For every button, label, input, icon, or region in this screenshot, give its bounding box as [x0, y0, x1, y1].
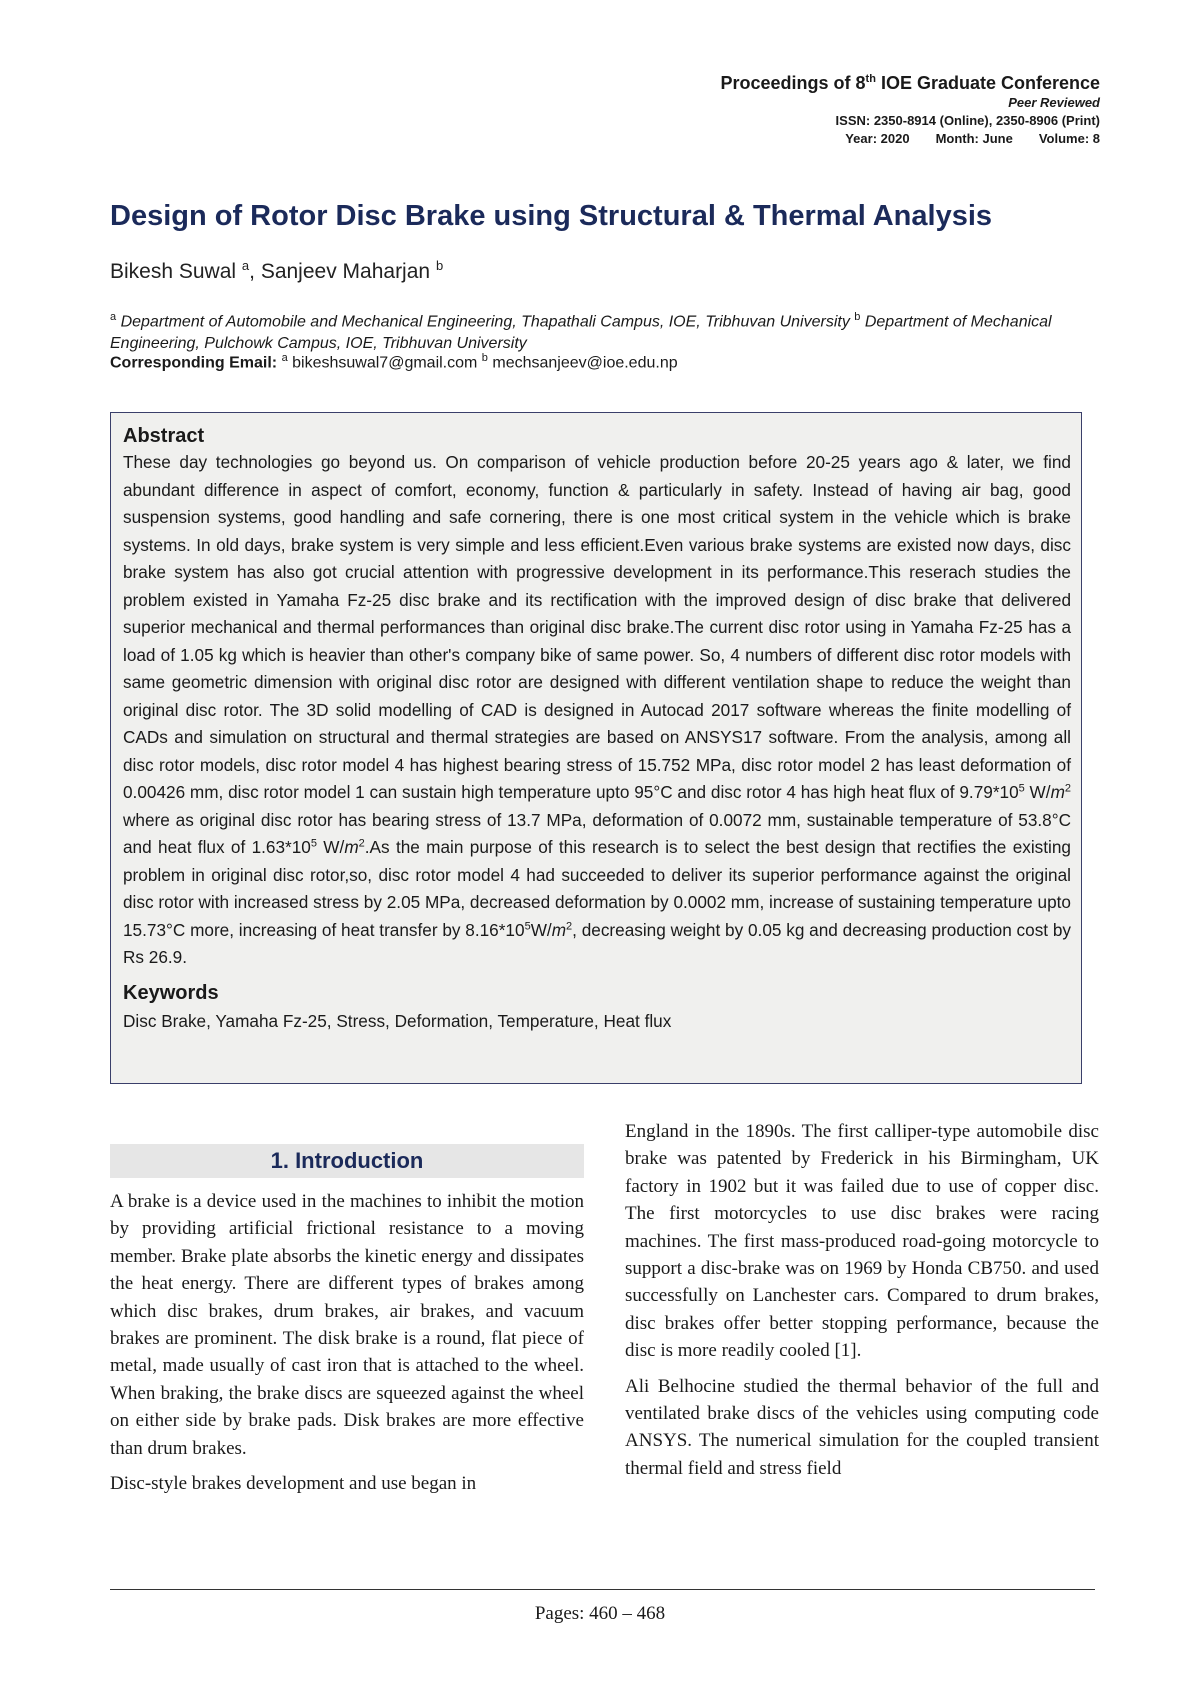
conference-name: Proceedings of 8th IOE Graduate Conference — [720, 73, 1100, 93]
abstract-heading: Abstract — [123, 425, 205, 447]
email-a[interactable]: bikeshsuwal7@gmail.com — [287, 354, 482, 372]
month: Month: June — [935, 131, 1013, 146]
keywords-heading: Keywords — [123, 981, 219, 1004]
right-column — [625, 1118, 1099, 1490]
year: Year: 2020 — [845, 131, 910, 146]
author-list: Bikesh Suwal $^a$, Sanjeev Maharjan $^b$ — [110, 258, 444, 283]
issue-meta — [400, 130, 1100, 148]
affiliations: $^a$ Department of Automobile and Mechanical Engineering, Thapathali Campus, IOE, Tribhuvan University $^b$ Department of Mechanical Engineering, Pulchowk Campus, IOE, Tribhuvan University — [110, 311, 1052, 353]
peer-reviewed-label: Peer Reviewed — [1008, 95, 1100, 110]
footer-divider — [110, 1589, 1095, 1590]
section-heading-introduction: 1. Introduction — [110, 1144, 584, 1178]
intro-paragraph-2: Disc-style brakes development and use began in — [110, 1473, 477, 1495]
intro-paragraph-4: Ali Belhocine studied the thermal behavior of the full and ventilated brake discs of the vehicles using computing code ANSYS. The numerical simulation for the coupled transient thermal field and stress field — [625, 1375, 1099, 1479]
volume: Volume: 8 — [1038, 131, 1100, 146]
paper-title: Design of Rotor Disc Brake using Structural & Thermal Analysis — [110, 200, 993, 232]
corresponding-email: Corresponding Email: $^a$ bikeshsuwal7@gmail.com $^b$ mechsanjeev@ioe.edu.np — [110, 352, 678, 372]
abstract-box — [110, 412, 1082, 1084]
intro-paragraph-3: England in the 1890s. The first calliper-type automobile disc brake was patented by Frederick in his Birmingham, UK factory in 1902 but it was failed due to use of copper disc. The first motorcycles to use disc brakes were racing machines. The first mass-produced road-going motorcycle to support a disc-brake was on 1969 by Honda CB750. and used successfully on Lanchester cars. Compared to drum brakes, disc brakes offer better stopping performance, because the disc is more readily cooled [1]. — [625, 1121, 1099, 1362]
page-range: Pages: 460 – 468 — [534, 1603, 666, 1624]
email-b[interactable]: mechsanjeev@ioe.edu.np — [487, 354, 678, 372]
intro-paragraph-1: A brake is a device used in the machines to inhibit the motion by providing artificial frictional resistance to a moving member. Brake plate absorbs the kinetic energy and dissipates the heat energy. There are different types of brakes among which disc brakes, drum brakes, air brakes, and vacuum brakes are prominent. The disk brake is a round, flat piece of metal, made usually of cast iron that is attached to the wheel. When braking, the brake discs are squeezed against the wheel on either side by brake pads. Disk brakes are more effective than drum brakes. — [110, 1191, 584, 1459]
issn-line: ISSN: 2350-8914 (Online), 2350-8906 (Print) — [835, 113, 1100, 128]
abstract-text: These day technologies go beyond us. On comparison of vehicle production before 20-25 years ago & later, we find abundant difference in aspect of comfort, economy, function & particularly in safety. Instead of having air bag, good suspension systems, good handling and safe cornering, there is one most critical system in the vehicle which is brake systems. In old days, brake system is very simple and less efficient.Even various brake systems are existed now days, disc brake system has also got crucial attention with progressive development in its performance.This reserach studies the problem existed in Yamaha Fz-25 disc brake and its rectification with the improved design of disc brake that delivered superior mechanical and thermal performances than original disc brake.The current disc rotor using in Yamaha Fz-25 has a load of 1.05 kg which is heavier than other's company bike of same power. So, 4 numbers of different disc rotor models with same geometric dimension with original disc rotor are designed with different ventilation shape to reduce the weight than original disc rotor. The 3D solid modelling of CAD is designed in Autocad 2017 software whereas the finite modelling of CADs and simulation on structural and thermal strategies are based on ANSYS17 software. From the analysis, among all disc rotor models, disc rotor model 4 has highest bearing stress of 15.752 MPa, disc rotor model 2 has least deformation of 0.00426 mm, disc rotor model 1 can sustain high temperature upto 95°C and disc rotor 4 has high heat flux of $9.79*10^5$ $W/m^2$ where as original disc rotor has bearing stress of 13.7 MPa, deformation of 0.0072 mm, sustainable temperature of 53.8°C and heat flux of $1.63*10^5$ $W/m^2.As$ the main purpose of this research is to select the best design that rectifies the existing problem in original disc rotor,so, disc rotor model 4 had succeeded to deliver its superior performance against the original disc rotor with increased stress by 2.05 MPa, decreased deformation by 0.0002 mm, increase of sustaining temperature upto 15.73°C more, increasing of heat transfer by $8.16*10^5W/m^2$, decreasing weight by 0.05 kg and decreasing production cost by Rs 26.9. — [123, 452, 1072, 967]
left-column — [110, 1144, 584, 1505]
keywords-list: Disc Brake, Yamaha Fz-25, Stress, Deformation, Temperature, Heat flux — [123, 1010, 672, 1031]
journal-header — [400, 68, 1100, 148]
